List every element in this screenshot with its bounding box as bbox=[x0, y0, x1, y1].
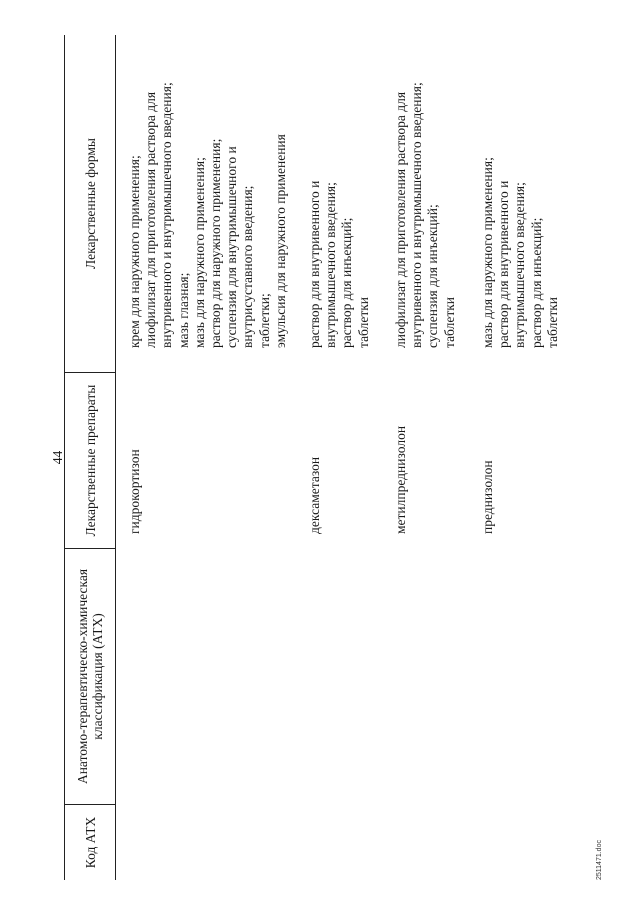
dosage-form-item: лиофилизат для приготовления раствора для bbox=[393, 91, 408, 348]
header-code-atc: Код АТХ bbox=[82, 816, 98, 869]
dosage-form-item: таблетки bbox=[441, 296, 457, 348]
dosage-form-item: раствор для инъекций; bbox=[339, 217, 355, 348]
dosage-form-item: мазь для наружного применения; bbox=[191, 157, 207, 348]
dosage-form-item: суспензия для инъекций; bbox=[425, 204, 441, 348]
dosage-forms-list bbox=[393, 35, 458, 348]
dosage-form-item: таблетки bbox=[544, 296, 560, 348]
dosage-forms-list bbox=[480, 35, 561, 348]
header-divider bbox=[65, 372, 115, 373]
header-classification-line1: Анатомо-терапевтическо-химическая bbox=[75, 568, 90, 785]
drug-name: дексаметазон bbox=[307, 456, 322, 534]
dosage-form-item: таблетки bbox=[355, 296, 371, 348]
header-atc-classification bbox=[65, 549, 115, 804]
dosage-form-item: внутримышечного введения; bbox=[323, 182, 339, 348]
drug-name: преднизолон bbox=[480, 460, 495, 534]
header-classification-line2: классификация (АТХ) bbox=[90, 613, 105, 740]
dosage-form-item: суспензия для внутримышечного и bbox=[224, 146, 240, 348]
header-drugs: Лекарственные препараты bbox=[82, 384, 98, 537]
dosage-forms-list bbox=[127, 35, 289, 348]
dosage-form-item: раствор для наружного применения; bbox=[208, 138, 224, 348]
dosage-form-item: раствор для внутривенного и bbox=[307, 180, 322, 348]
header-divider bbox=[65, 548, 115, 549]
drug-name: гидрокортизон bbox=[127, 449, 142, 534]
dosage-form-item: внутривенного и внутримышечного введения; bbox=[159, 82, 175, 348]
dosage-form-item: эмульсия для наружного применения bbox=[272, 134, 288, 348]
footer-document-name: 2511471.doc bbox=[596, 840, 603, 880]
table-header-row bbox=[64, 35, 116, 880]
dosage-form-item: мазь глазная; bbox=[175, 272, 191, 348]
drug-name: метилпреднизолон bbox=[393, 425, 408, 534]
dosage-form-item: внутривенного и внутримышечного введения; bbox=[409, 82, 425, 348]
dosage-forms-list bbox=[307, 35, 372, 348]
dosage-form-item: внутримышечного введения; bbox=[512, 182, 528, 348]
page-number: 44 bbox=[50, 450, 65, 465]
dosage-form-item: мазь для наружного применения; bbox=[480, 157, 495, 348]
dosage-form-item: таблетки; bbox=[256, 293, 272, 348]
dosage-form-item: крем для наружного применения; bbox=[127, 155, 142, 348]
rotated-page-content bbox=[50, 35, 610, 880]
dosage-form-item: внутрисуставного введения; bbox=[240, 185, 256, 348]
dosage-form-item: раствор для внутривенного и bbox=[496, 180, 512, 348]
header-divider bbox=[65, 804, 115, 805]
dosage-form-item: лиофилизат для приготовления раствора для bbox=[143, 91, 159, 348]
header-dosage-forms: Лекарственные формы bbox=[82, 138, 98, 269]
dosage-form-item: раствор для инъекций; bbox=[528, 217, 544, 348]
